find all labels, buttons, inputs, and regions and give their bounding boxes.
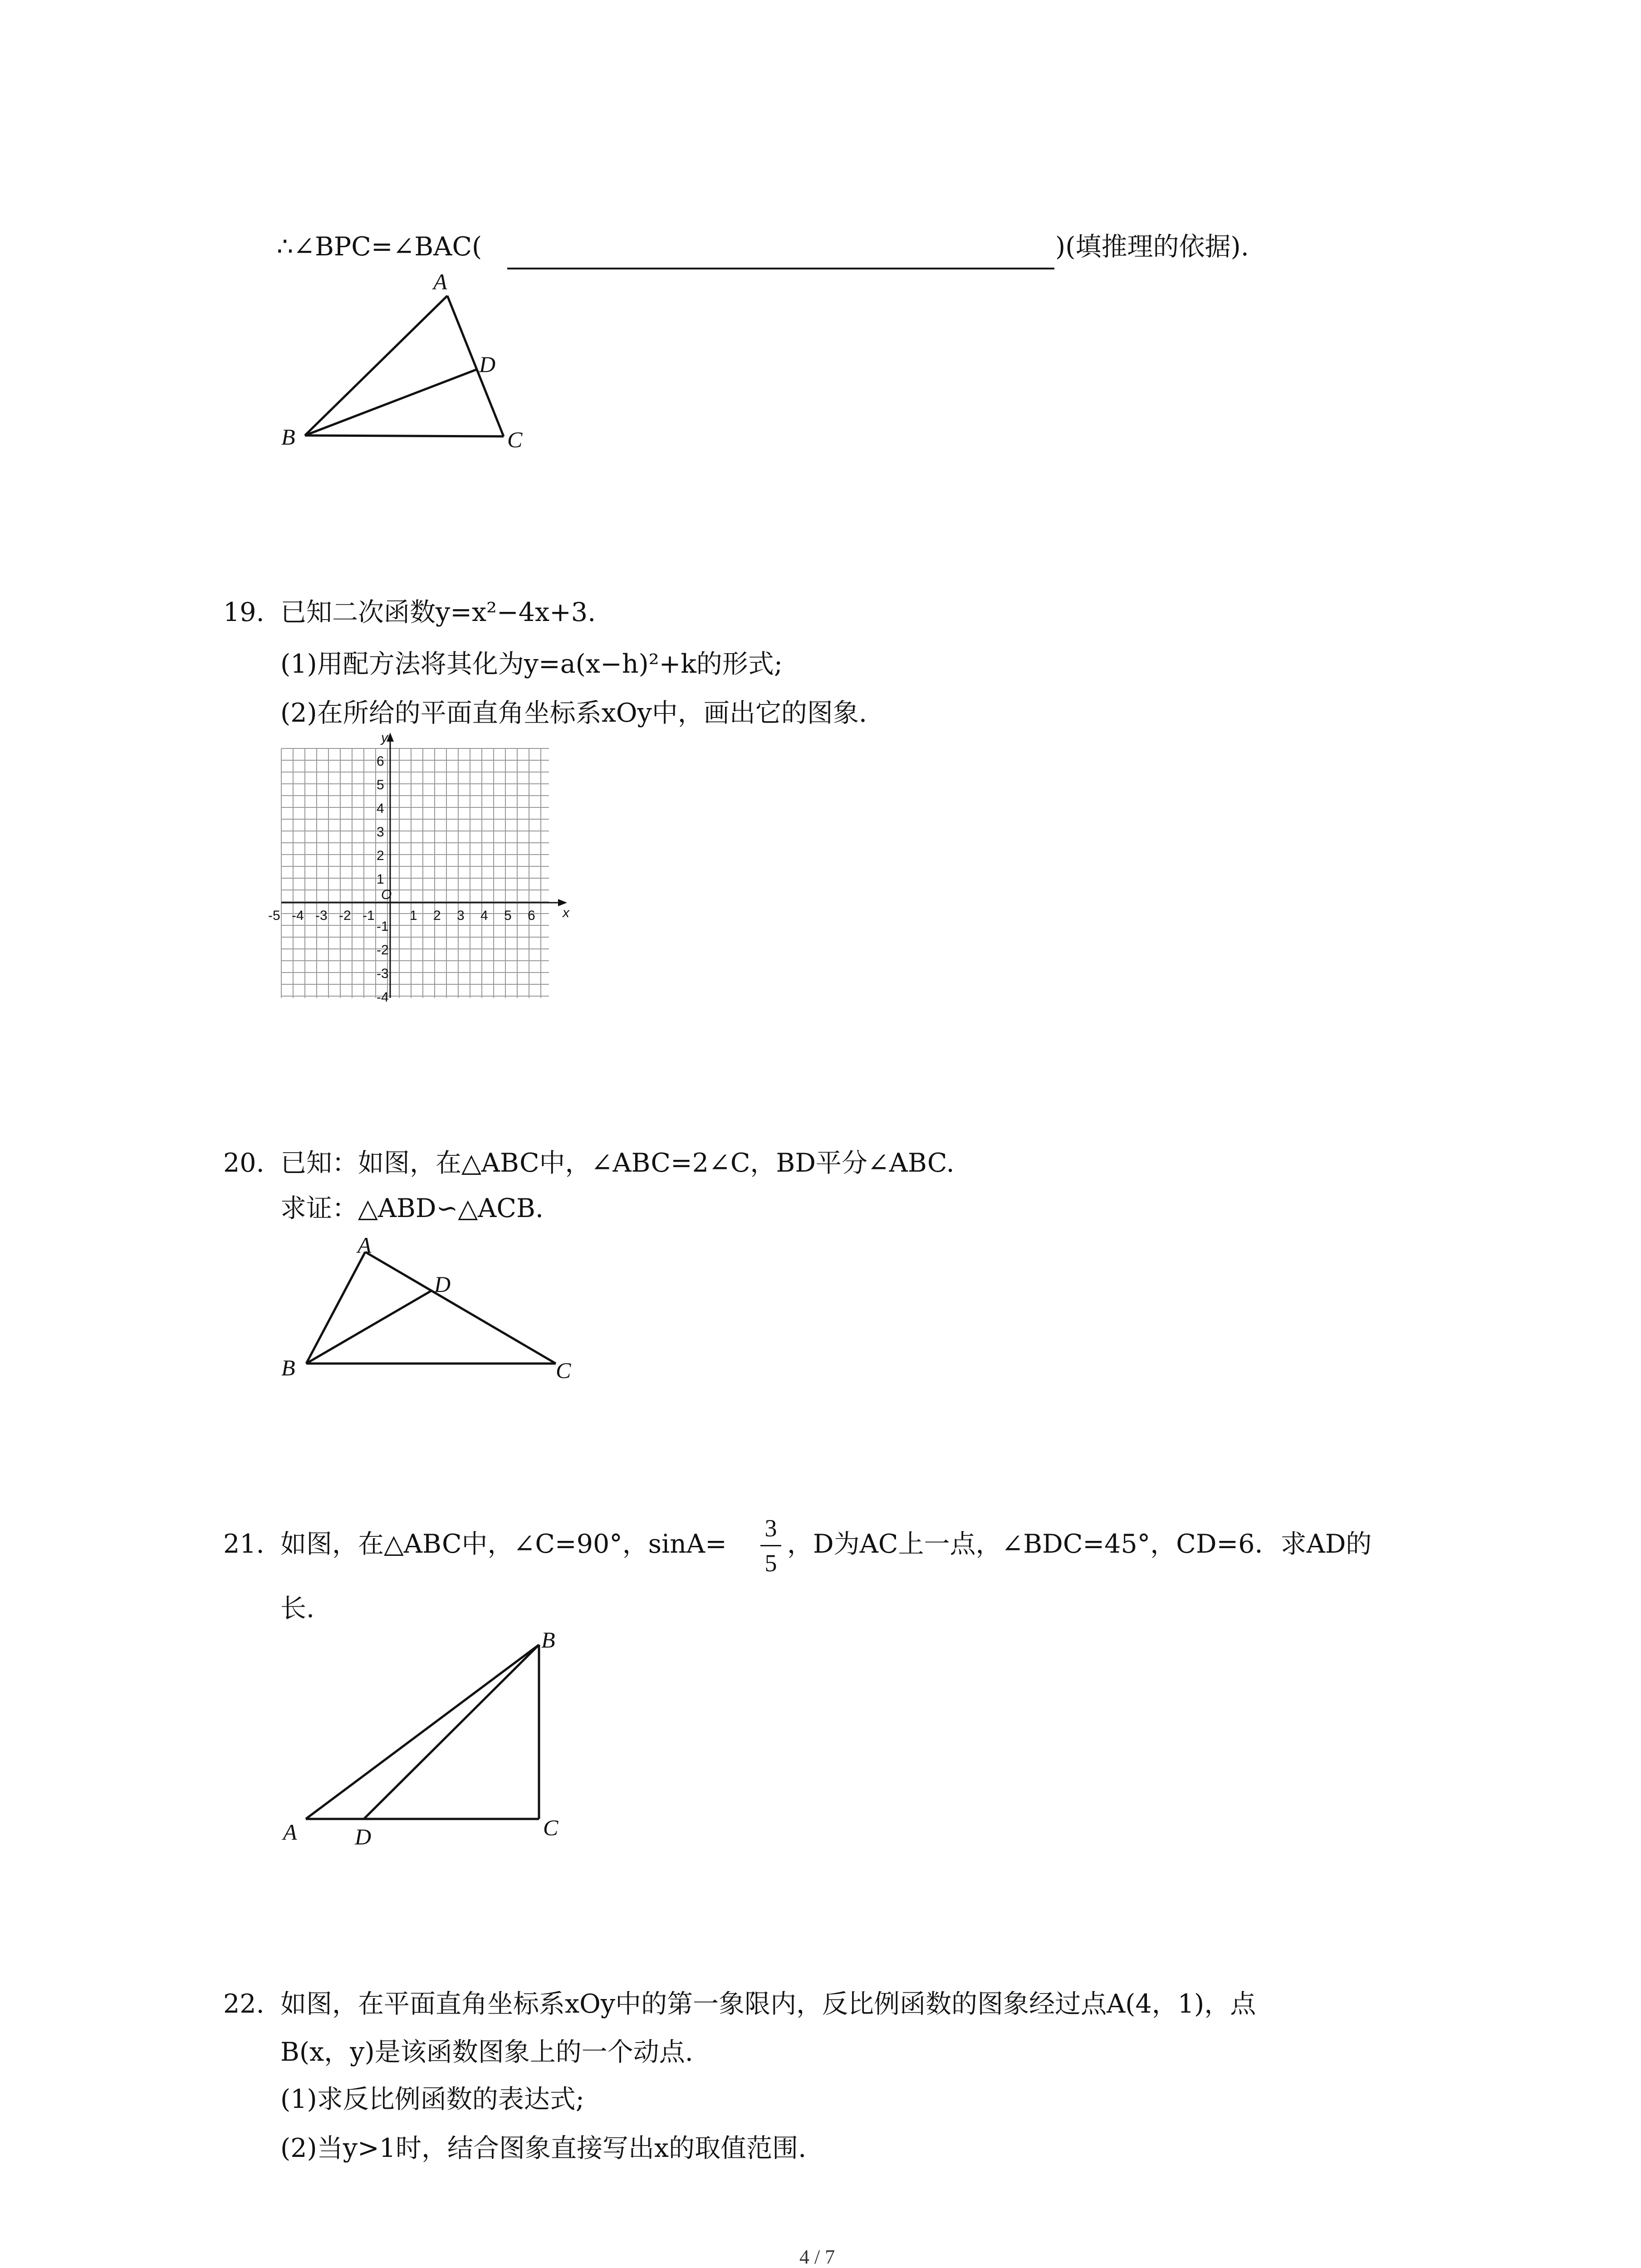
q20-prove: 求证：△ABD∽△ACB. [280,1193,544,1223]
q18-label-c: C [507,427,523,452]
q21-label-c: C [543,1815,558,1840]
y-tick-label: 6 [377,754,384,769]
q21-stem-part-a: 如图，在△ABC中，∠C=90°，sinA= [280,1529,727,1559]
q18-answer-blank [507,268,1054,269]
q22-part2: (2)当y>1时，结合图象直接写出x的取值范围. [280,2133,807,2163]
q20-label-a: A [358,1232,372,1258]
q21-stem-part-c: 长. [280,1593,315,1623]
q19-y-axis-label: y [381,730,388,745]
q20-triangle-figure [272,1225,599,1388]
q22-part1: (1)求反比例函数的表达式; [280,2084,584,2114]
q19-x-axis-label: x [563,905,569,920]
y-tick-label: 1 [377,872,384,887]
q18-label-d: D [479,352,496,377]
y-tick-label: -4 [377,990,389,1005]
x-tick-label: -3 [315,908,328,923]
q18-label-a: A [433,269,447,294]
x-tick-label: 5 [504,908,512,923]
x-tick-label: 4 [480,908,488,923]
q19-part2: (2)在所给的平面直角坐标系xOy中，画出它的图象. [280,698,867,728]
q21-label-a: A [283,1819,297,1845]
q18-label-b: B [281,424,295,450]
x-tick-label: 2 [433,908,441,923]
page-number: 4 / 7 [799,2246,835,2268]
q21-label-b: B [541,1627,555,1652]
x-tick-label: -1 [362,908,375,923]
q20-label-c: C [556,1358,571,1383]
x-tick-label: 3 [457,908,465,923]
q20-stem: 已知：如图，在△ABC中，∠ABC=2∠C，BD平分∠ABC. [280,1148,955,1178]
x-tick-label: -2 [339,908,351,923]
q22-stem-part-a: 如图，在平面直角坐标系xOy中的第一象限内，反比例函数的图象经过点A(4，1)，点 [280,1989,1256,2019]
q21-number: 21. [223,1529,265,1559]
y-tick-label: 2 [377,848,384,863]
x-tick-label: -5 [268,908,280,923]
q20-label-d: D [434,1271,451,1297]
y-tick-label: 3 [377,825,384,840]
q19-origin-label: O [381,887,392,902]
q21-fraction-denominator: 5 [764,1549,777,1577]
y-tick-label: -1 [377,919,389,934]
y-tick-label: -3 [377,966,389,981]
q19-coordinate-grid [268,730,581,1005]
x-tick-label: -4 [292,908,304,923]
q22-number: 22. [223,1989,265,2019]
q19-part1: (1)用配方法将其化为y=a(x−h)²+k的形式; [280,649,783,679]
q19-stem: 已知二次函数y=x²−4x+3. [280,597,596,627]
q21-stem-part-b: ，D为AC上一点，∠BDC=45°，CD=6．求AD的 [787,1529,1372,1559]
q21-right-triangle-figure [272,1624,590,1851]
q20-number: 20. [223,1148,265,1178]
q21-label-d: D [355,1824,372,1849]
q18-conclusion: ∴∠BPC=∠BAC( [277,232,482,262]
q21-fraction-bar [760,1545,781,1546]
x-tick-label: 1 [410,908,417,923]
q19-number: 19. [223,597,265,627]
q21-fraction [760,1516,781,1575]
q22-stem-part-b: B(x，y)是该函数图象上的一个动点. [280,2037,693,2067]
y-tick-label: -2 [377,943,389,958]
y-tick-label: 4 [377,801,384,816]
q21-fraction-numerator: 3 [764,1515,777,1542]
q20-label-b: B [281,1355,295,1380]
q18-reason-close: )(填推理的依据). [1055,232,1249,262]
x-tick-label: 6 [528,908,535,923]
y-tick-label: 5 [377,777,384,792]
